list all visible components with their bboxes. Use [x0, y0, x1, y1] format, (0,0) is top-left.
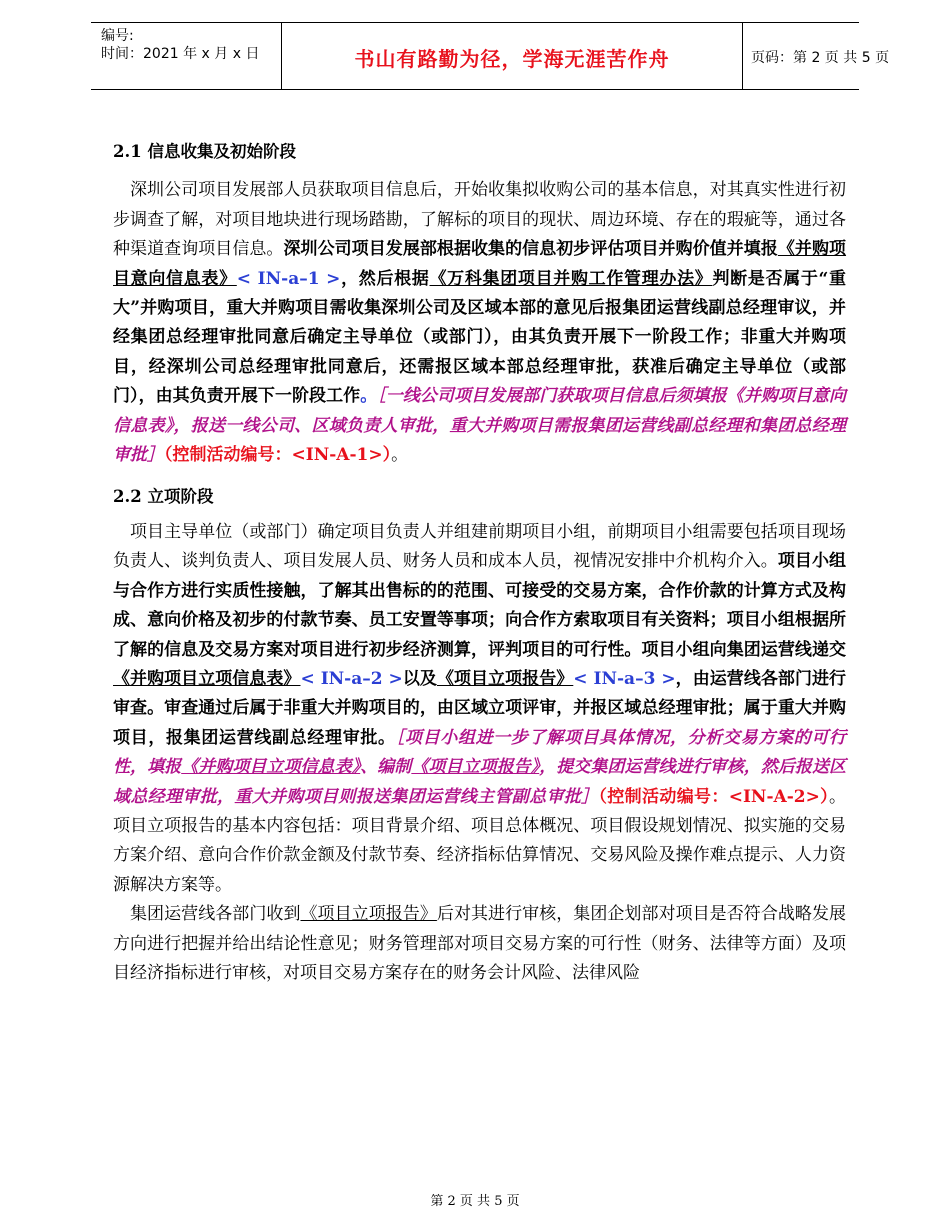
- para-bold-text: ，由运营线各部门进行审查。审查通过后属于非重大并购项目的，由区域立项评审，并报区域总经理审批；属于重大并购项目，报集团运营线副总经理审批。: [113, 668, 847, 748]
- doc-ref-management-rules: 《万科集团项目并购工作管理办法》: [429, 268, 713, 289]
- para-text: 项目主导单位（或部门）确定项目负责人并组建前期项目小组，前期项目小组需要包括项目现场负责人、谈判负责人、项目发展人员、财务人员和成本人员，视情况安排中介机构介入。: [113, 521, 846, 572]
- form-code: < IN-a–1 >: [236, 268, 341, 289]
- doc-ref-intent-form: 《并购项目意向信息表》: [113, 239, 847, 289]
- header-meta-cell: [91, 23, 281, 89]
- para-text: 后对其进行审核，集团企划部对项目是否符合战略发展方向进行把握并给出结论性意见；财务管理部对项目交易方案的可行性（财务、法律等方面）及项目经济指标进行审核，对项目交易方案存在的财务会计风险、法律风险: [113, 904, 847, 983]
- control-activity-text: ［一线公司项目发展部门获取项目信息后须填报《并购项目意向信息表》，报送一线公司、区域负责人审批，重大并购项目需报集团运营线副总经理和集团总经理审批］: [113, 386, 847, 466]
- para-bold-text: ，然后根据: [340, 268, 430, 289]
- header-page-cell: [741, 23, 890, 89]
- para-end: 。: [391, 445, 409, 466]
- control-activity-code: （控制活动编号：<IN-A-2>）: [598, 786, 830, 807]
- section-heading-2-2: 2.2 立项阶段: [113, 487, 214, 507]
- para-text: 深圳公司项目发展部人员获取项目信息后，开始收集拟收购公司的基本信息，对其真实性进行初步调查了解，对项目地块进行现场踏勘，了解标的项目的现状、周边环境、存在的瑕疵等，通过各种渠道查询项目信息。: [113, 180, 846, 260]
- blue-period: 。: [360, 386, 378, 407]
- para-bold-text: 深圳公司项目发展部根据收集的信息初步评估项目并购价值并填报: [283, 239, 778, 260]
- para-bold-text: 以及: [402, 668, 437, 689]
- section-heading-2-1: 2.1 信息收集及初始阶段: [113, 142, 296, 161]
- page-footer: 第 2 页 共 5 页: [430, 1194, 520, 1209]
- section-2-2-paragraph-1: [113, 518, 846, 900]
- form-code: < IN-a–3 >: [573, 668, 676, 689]
- para-text: 。项目立项报告的基本内容包括：项目背景介绍、项目总体概况、项目假设规划情况、拟实施的交易方案介绍、意向合作价款金额及付款节奏、经济指标估算情况、交易风险及操作难点提示、人力资源解决方案等。: [113, 786, 847, 895]
- control-doc-ref: 《并购项目立项信息表》: [181, 757, 361, 778]
- doc-ref-approval-form: 《并购项目立项信息表》: [113, 668, 301, 689]
- control-activity-text: 、编制: [360, 757, 412, 778]
- para-bold-text: 项目小组与合作方进行实质性接触，了解其出售标的的范围、可接受的交易方案，合作价款的计算方式及构成、意向价格及初步的付款节奏、员工安置等事项；向合作方索取项目有关资料；项目小组根据所了解的信息及交易方案对项目进行初步经济测算，评判项目的可行性。项目小组向集团运营线递交: [113, 551, 847, 660]
- section-2-2-paragraph-2: [113, 900, 846, 988]
- number-label: 编号:: [101, 28, 134, 44]
- control-activity-text: ，提交集团运营线进行审核，然后报送区域总经理审批，重大并购项目则报送集团运营线主管副总审批］: [113, 757, 847, 807]
- section-2-1-paragraph: [113, 176, 846, 470]
- motto: 书山有路勤为径，学海无涯苦作舟: [354, 47, 670, 71]
- doc-ref-approval-report: 《项目立项报告》: [300, 904, 437, 925]
- control-doc-ref: 《项目立项报告》: [411, 757, 540, 778]
- control-activity-code: （控制活动编号：<IN-A-1>）: [164, 445, 392, 466]
- document-body: [113, 137, 846, 988]
- para-bold-text: 判断是否属于“重大”并购项目，重大并购项目需收集深圳公司及区域本部的意见后报集团运营线副总经理审议，并经集团总经理审批同意后确定主导单位（或部门），由其负责开展下一阶段工作；非重大并购项目，经深圳公司总经理审批同意后，还需报区域本部总经理审批，获准后确定主导单位（或部门），由其负责开展下一阶段工作: [113, 268, 847, 407]
- control-activity-text: ［项目小组进一步了解项目具体情况，分析交易方案的可行性，填报: [113, 727, 847, 778]
- time-label: 时间：2021 年 x 月 x 日: [101, 46, 260, 62]
- para-text: 集团运营线各部门收到: [130, 904, 301, 925]
- page-header: [91, 22, 890, 90]
- page-info: 页码：第 2 页 共 5 页: [751, 50, 890, 66]
- doc-ref-approval-report: 《项目立项报告》: [436, 668, 574, 689]
- header-motto-cell: [281, 23, 743, 89]
- form-code: < IN-a–2 >: [300, 668, 403, 689]
